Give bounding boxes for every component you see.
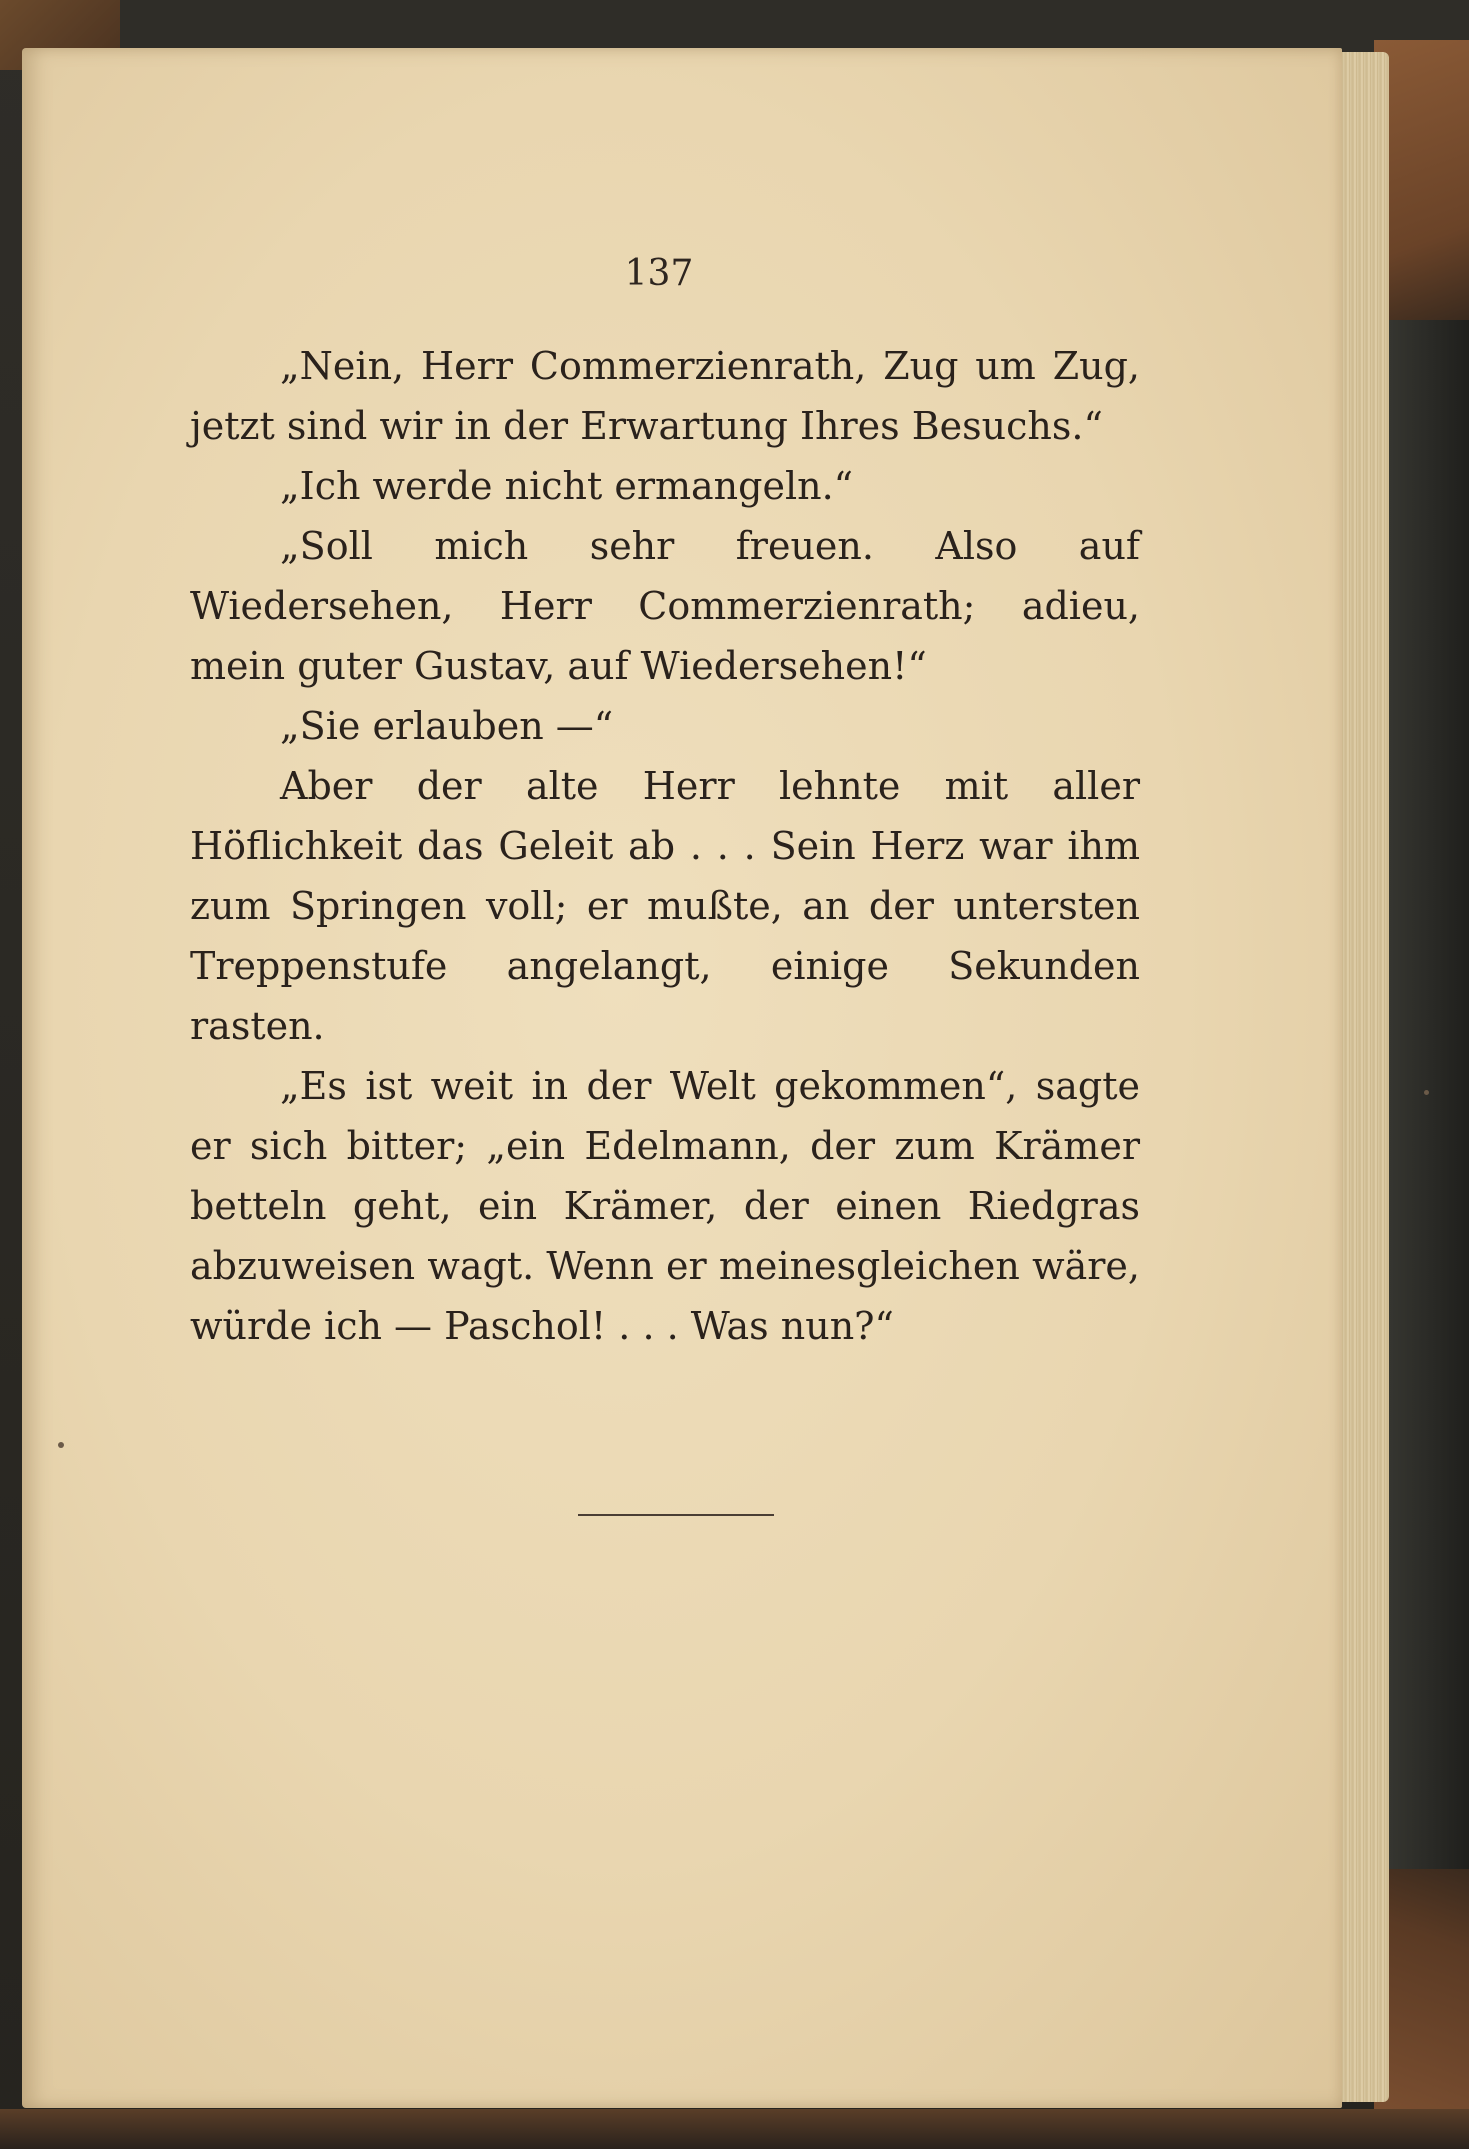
paragraph: „Nein, Herr Commerzienrath, Zug um Zug, jetzt sind wir in der Erwartung Ihres Besuchs.“ <box>190 344 1140 448</box>
paragraph: „Ich werde nicht ermangeln.“ <box>280 464 854 508</box>
page-number: 137 <box>624 253 694 294</box>
book-page <box>22 48 1342 2108</box>
paragraph: „Sie erlauben —“ <box>280 704 614 748</box>
paragraph: „Es ist weit in der Welt gekommen“, sagte er sich bitter; „ein Edelmann, der zum Krämer betteln geht, ein Krämer, der einen Riedgras abzuweisen wagt. Wenn er meinesgleichen wäre, würde ich — Paschol! . . . Was nun?“ <box>190 1064 1140 1348</box>
page-text <box>190 336 1140 1356</box>
book-cover-edge <box>0 2109 1469 2149</box>
paragraph: „Soll mich sehr freuen. Also auf Wiedersehen, Herr Commerzienrath; adieu, mein guter Gustav, auf Wiedersehen!“ <box>190 524 1140 688</box>
paper-speck <box>1424 1090 1429 1095</box>
paper-speck <box>58 1442 64 1448</box>
paragraph: Aber der alte Herr lehnte mit aller Höflichkeit das Geleit ab . . . Sein Herz war ihm zum Springen voll; er mußte, an der untersten Treppenstufe angelangt, einige Sekunden rasten. <box>190 764 1140 1048</box>
section-end-rule <box>578 1514 774 1516</box>
